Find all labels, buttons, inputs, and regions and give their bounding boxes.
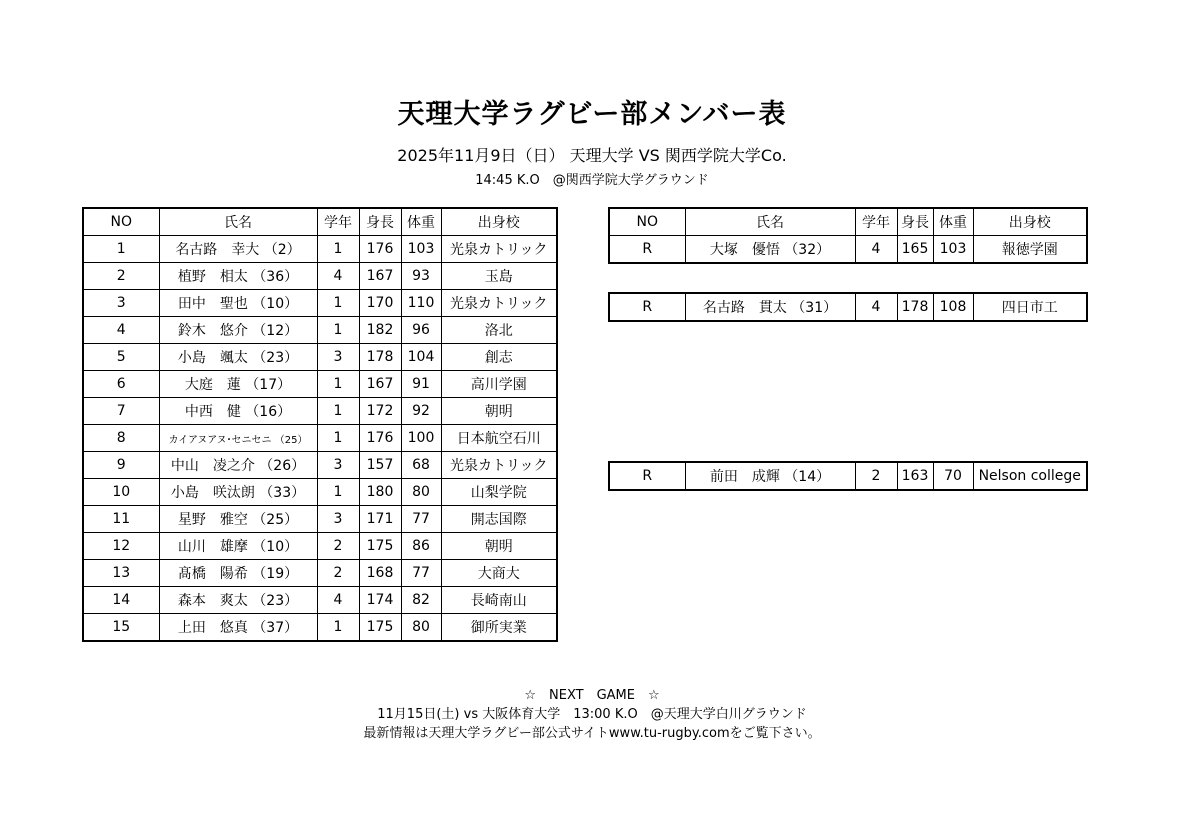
cell-no: 3 <box>83 290 159 317</box>
cell-no: 5 <box>83 344 159 371</box>
cell-name: 名古路 貫太 （31） <box>685 293 855 321</box>
cell-grade: 2 <box>855 462 897 490</box>
cell-height: 172 <box>359 398 401 425</box>
cell-grade: 4 <box>317 587 359 614</box>
cell-height: 167 <box>359 371 401 398</box>
cell-grade: 1 <box>317 236 359 263</box>
cell-name: 小島 咲汰朗 （33） <box>159 479 317 506</box>
col-header-height: 身長 <box>359 208 401 236</box>
cell-school: 御所実業 <box>441 614 557 642</box>
cell-name: 中山 凌之介 （26） <box>159 452 317 479</box>
cell-school: 玉島 <box>441 263 557 290</box>
cell-grade: 4 <box>317 263 359 290</box>
cell-grade: 2 <box>317 533 359 560</box>
reserve-table-3 <box>608 461 1088 491</box>
col-header-weight: 体重 <box>401 208 441 236</box>
cell-name: 髙橋 陽希 （19） <box>159 560 317 587</box>
cell-weight: 80 <box>401 479 441 506</box>
cell-weight: 103 <box>933 236 973 264</box>
cell-no: 8 <box>83 425 159 452</box>
cell-height: 157 <box>359 452 401 479</box>
cell-no: 11 <box>83 506 159 533</box>
cell-weight: 110 <box>401 290 441 317</box>
cell-no: R <box>609 236 685 264</box>
cell-no: 2 <box>83 263 159 290</box>
cell-no: 7 <box>83 398 159 425</box>
table-row <box>83 236 557 263</box>
table-row <box>83 479 557 506</box>
cell-grade: 3 <box>317 506 359 533</box>
cell-name: 森本 爽太 （23） <box>159 587 317 614</box>
next-game-info: 11月15日(土) vs 大阪体育大学 13:00 K.O @天理大学白川グラウンド <box>377 707 807 722</box>
col-header-school: 出身校 <box>441 208 557 236</box>
next-game-heading: ☆ NEXT GAME ☆ <box>524 688 660 703</box>
cell-weight: 80 <box>401 614 441 642</box>
cell-height: 174 <box>359 587 401 614</box>
cell-weight: 100 <box>401 425 441 452</box>
cell-school: 大商大 <box>441 560 557 587</box>
table-row <box>83 560 557 587</box>
cell-no: 13 <box>83 560 159 587</box>
col-header-no: NO <box>83 208 159 236</box>
cell-weight: 91 <box>401 371 441 398</box>
cell-weight: 93 <box>401 263 441 290</box>
cell-name: 大塚 優悟 （32） <box>685 236 855 264</box>
cell-school: 山梨学院 <box>441 479 557 506</box>
cell-height: 165 <box>897 236 933 264</box>
cell-school: 四日市工 <box>973 293 1087 321</box>
table-row <box>83 614 557 642</box>
cell-school: 光泉カトリック <box>441 236 557 263</box>
table-row <box>83 371 557 398</box>
table-row <box>83 506 557 533</box>
cell-height: 178 <box>897 293 933 321</box>
cell-name: 大庭 蓮 （17） <box>159 371 317 398</box>
cell-grade: 1 <box>317 317 359 344</box>
cell-no: 12 <box>83 533 159 560</box>
starters-table <box>82 207 558 642</box>
cell-school: 光泉カトリック <box>441 290 557 317</box>
cell-name: 植野 相太 （36） <box>159 263 317 290</box>
cell-grade: 1 <box>317 290 359 317</box>
table-row <box>83 587 557 614</box>
reserve-header-row <box>609 208 1087 236</box>
cell-grade: 3 <box>317 344 359 371</box>
cell-school: 長崎南山 <box>441 587 557 614</box>
cell-school: 報徳学園 <box>973 236 1087 264</box>
cell-school: 洛北 <box>441 317 557 344</box>
cell-no: 10 <box>83 479 159 506</box>
cell-weight: 96 <box>401 317 441 344</box>
cell-name: 中西 健 （16） <box>159 398 317 425</box>
cell-weight: 82 <box>401 587 441 614</box>
col-header-school: 出身校 <box>973 208 1087 236</box>
cell-height: 175 <box>359 614 401 642</box>
cell-name: 星野 雅空 （25） <box>159 506 317 533</box>
cell-name: 前田 成輝 （14） <box>685 462 855 490</box>
table-row <box>83 344 557 371</box>
col-header-name: 氏名 <box>159 208 317 236</box>
cell-name: 小島 颯太 （23） <box>159 344 317 371</box>
table-row <box>83 290 557 317</box>
cell-grade: 1 <box>317 479 359 506</box>
cell-grade: 1 <box>317 371 359 398</box>
reserve-table-1 <box>608 207 1088 264</box>
cell-grade: 1 <box>317 614 359 642</box>
cell-name: 田中 聖也 （10） <box>159 290 317 317</box>
cell-no: 9 <box>83 452 159 479</box>
cell-name: 上田 悠真 （37） <box>159 614 317 642</box>
cell-school: 創志 <box>441 344 557 371</box>
col-header-grade: 学年 <box>855 208 897 236</box>
cell-no: 1 <box>83 236 159 263</box>
cell-height: 178 <box>359 344 401 371</box>
cell-no: 4 <box>83 317 159 344</box>
cell-no: 15 <box>83 614 159 642</box>
kickoff-info: 14:45 K.O @関西学院大学グラウンド <box>475 173 709 188</box>
table-row <box>609 293 1087 321</box>
col-header-weight: 体重 <box>933 208 973 236</box>
table-row <box>83 452 557 479</box>
cell-name: カイアヌアヌ･セニセニ （25） <box>159 425 317 452</box>
cell-no: 14 <box>83 587 159 614</box>
page-title: 天理大学ラグビー部メンバー表 <box>397 99 787 130</box>
match-info: 2025年11月9日（日） 天理大学 VS 関西学院大学Co. <box>397 146 787 165</box>
table-row <box>609 462 1087 490</box>
cell-weight: 104 <box>401 344 441 371</box>
cell-grade: 4 <box>855 236 897 264</box>
cell-school: Nelson college <box>973 462 1087 490</box>
col-header-no: NO <box>609 208 685 236</box>
table-row <box>83 533 557 560</box>
cell-height: 180 <box>359 479 401 506</box>
cell-grade: 2 <box>317 560 359 587</box>
cell-weight: 77 <box>401 560 441 587</box>
table-row <box>83 398 557 425</box>
cell-no: 6 <box>83 371 159 398</box>
cell-grade: 3 <box>317 452 359 479</box>
col-header-height: 身長 <box>897 208 933 236</box>
cell-school: 朝明 <box>441 398 557 425</box>
cell-height: 176 <box>359 425 401 452</box>
table-row <box>83 263 557 290</box>
cell-height: 171 <box>359 506 401 533</box>
table-row <box>83 425 557 452</box>
site-info: 最新情報は天理大学ラグビー部公式サイトwww.tu-rugby.comをご覧下さい。 <box>363 726 821 741</box>
cell-name: 名古路 幸大 （2） <box>159 236 317 263</box>
cell-height: 176 <box>359 236 401 263</box>
cell-name: 鈴木 悠介 （12） <box>159 317 317 344</box>
cell-no: R <box>609 462 685 490</box>
cell-weight: 70 <box>933 462 973 490</box>
col-header-grade: 学年 <box>317 208 359 236</box>
cell-weight: 103 <box>401 236 441 263</box>
cell-school: 日本航空石川 <box>441 425 557 452</box>
reserve-table-2 <box>608 292 1088 322</box>
col-header-name: 氏名 <box>685 208 855 236</box>
cell-school: 光泉カトリック <box>441 452 557 479</box>
cell-grade: 1 <box>317 398 359 425</box>
cell-school: 朝明 <box>441 533 557 560</box>
cell-name: 山川 雄摩 （10） <box>159 533 317 560</box>
cell-school: 高川学園 <box>441 371 557 398</box>
cell-height: 182 <box>359 317 401 344</box>
cell-school: 開志国際 <box>441 506 557 533</box>
cell-grade: 1 <box>317 425 359 452</box>
cell-height: 168 <box>359 560 401 587</box>
table-header-row <box>83 208 557 236</box>
cell-weight: 77 <box>401 506 441 533</box>
cell-no: R <box>609 293 685 321</box>
cell-height: 175 <box>359 533 401 560</box>
cell-weight: 92 <box>401 398 441 425</box>
table-row <box>609 236 1087 264</box>
cell-weight: 86 <box>401 533 441 560</box>
cell-height: 170 <box>359 290 401 317</box>
table-row <box>83 317 557 344</box>
cell-grade: 4 <box>855 293 897 321</box>
cell-weight: 68 <box>401 452 441 479</box>
cell-height: 167 <box>359 263 401 290</box>
cell-height: 163 <box>897 462 933 490</box>
cell-weight: 108 <box>933 293 973 321</box>
